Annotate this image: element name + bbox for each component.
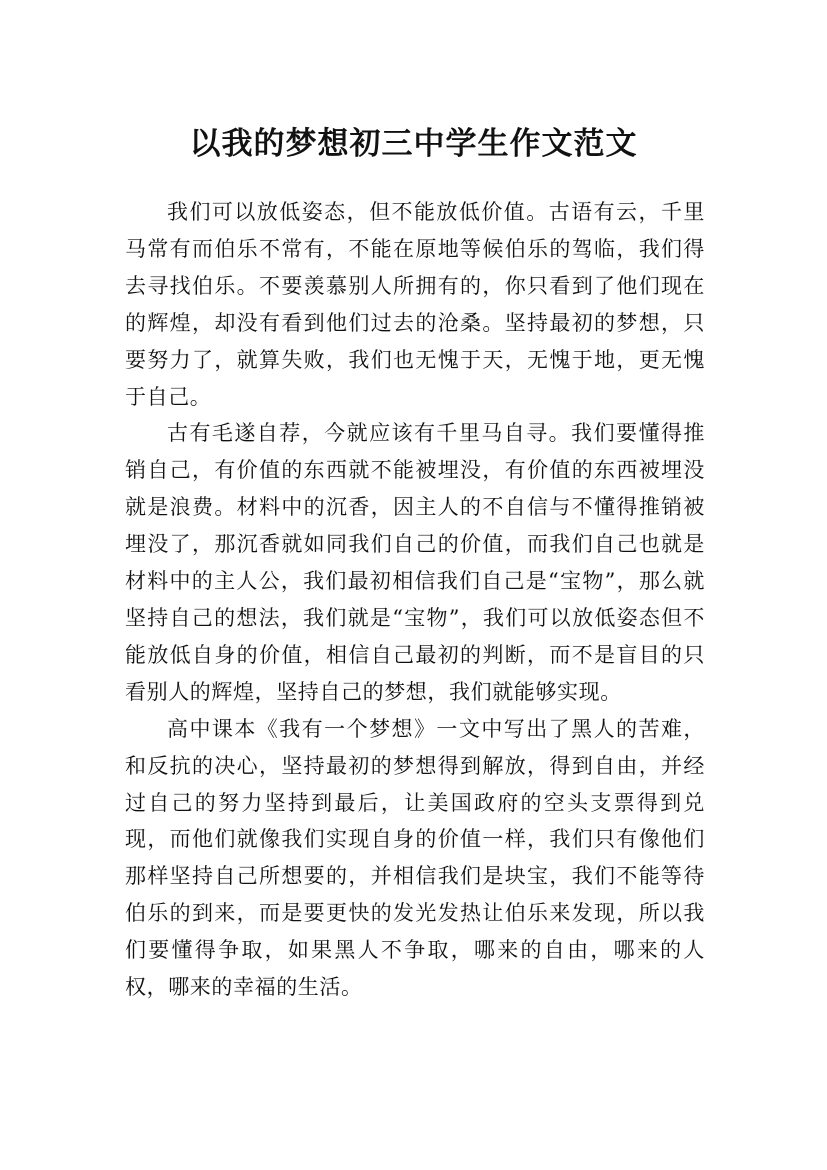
document-title: 以我的梦想初三中学生作文范文 <box>189 125 638 162</box>
body-paragraph: 高中课本《我有一个梦想》一文中写出了黑人的苦难，和反抗的决心，坚持最初的梦想得到解放，得到自由，并经过自己的努力坚持到最后，让美国政府的空头支票得到兑现，而他们就像我们实现自身的价值一样，我们只有像他们那样坚持自己所想要的，并相信我们是块宝，我们不能等待伯乐的到来，而是要更快的发光发热让伯乐来发现，所以我们要懂得争取，如果黑人不争取，哪来的自由，哪来的人权，哪来的幸福的生活。 <box>125 716 705 1000</box>
document-body <box>125 194 705 1006</box>
body-paragraph: 我们可以放低姿态，但不能放低价值。古语有云，千里马常有而伯乐不常有，不能在原地等候伯乐的驾临，我们得去寻找伯乐。不要羡慕别人所拥有的，你只看到了他们现在的辉煌，却没有看到他们过去的沧桑。坚持最初的梦想，只要努力了，就算失败，我们也无愧于天，无愧于地，更无愧于自己。 <box>125 200 705 409</box>
body-paragraph: 古有毛遂自荐，今就应该有千里马自寻。我们要懂得推销自己，有价值的东西就不能被埋没，有价值的东西被埋没就是浪费。材料中的沉香，因主人的不自信与不懂得推销被埋没了，那沉香就如同我们自己的价值，而我们自己也就是材料中的主人公，我们最初相信我们自己是“宝物”，那么就坚持自己的想法，我们就是“宝物”，我们可以放低姿态但不能放低自身的价值，相信自己最初的判断，而不是盲目的只看别人的辉煌，坚持自己的梦想，我们就能够实现。 <box>125 421 705 704</box>
